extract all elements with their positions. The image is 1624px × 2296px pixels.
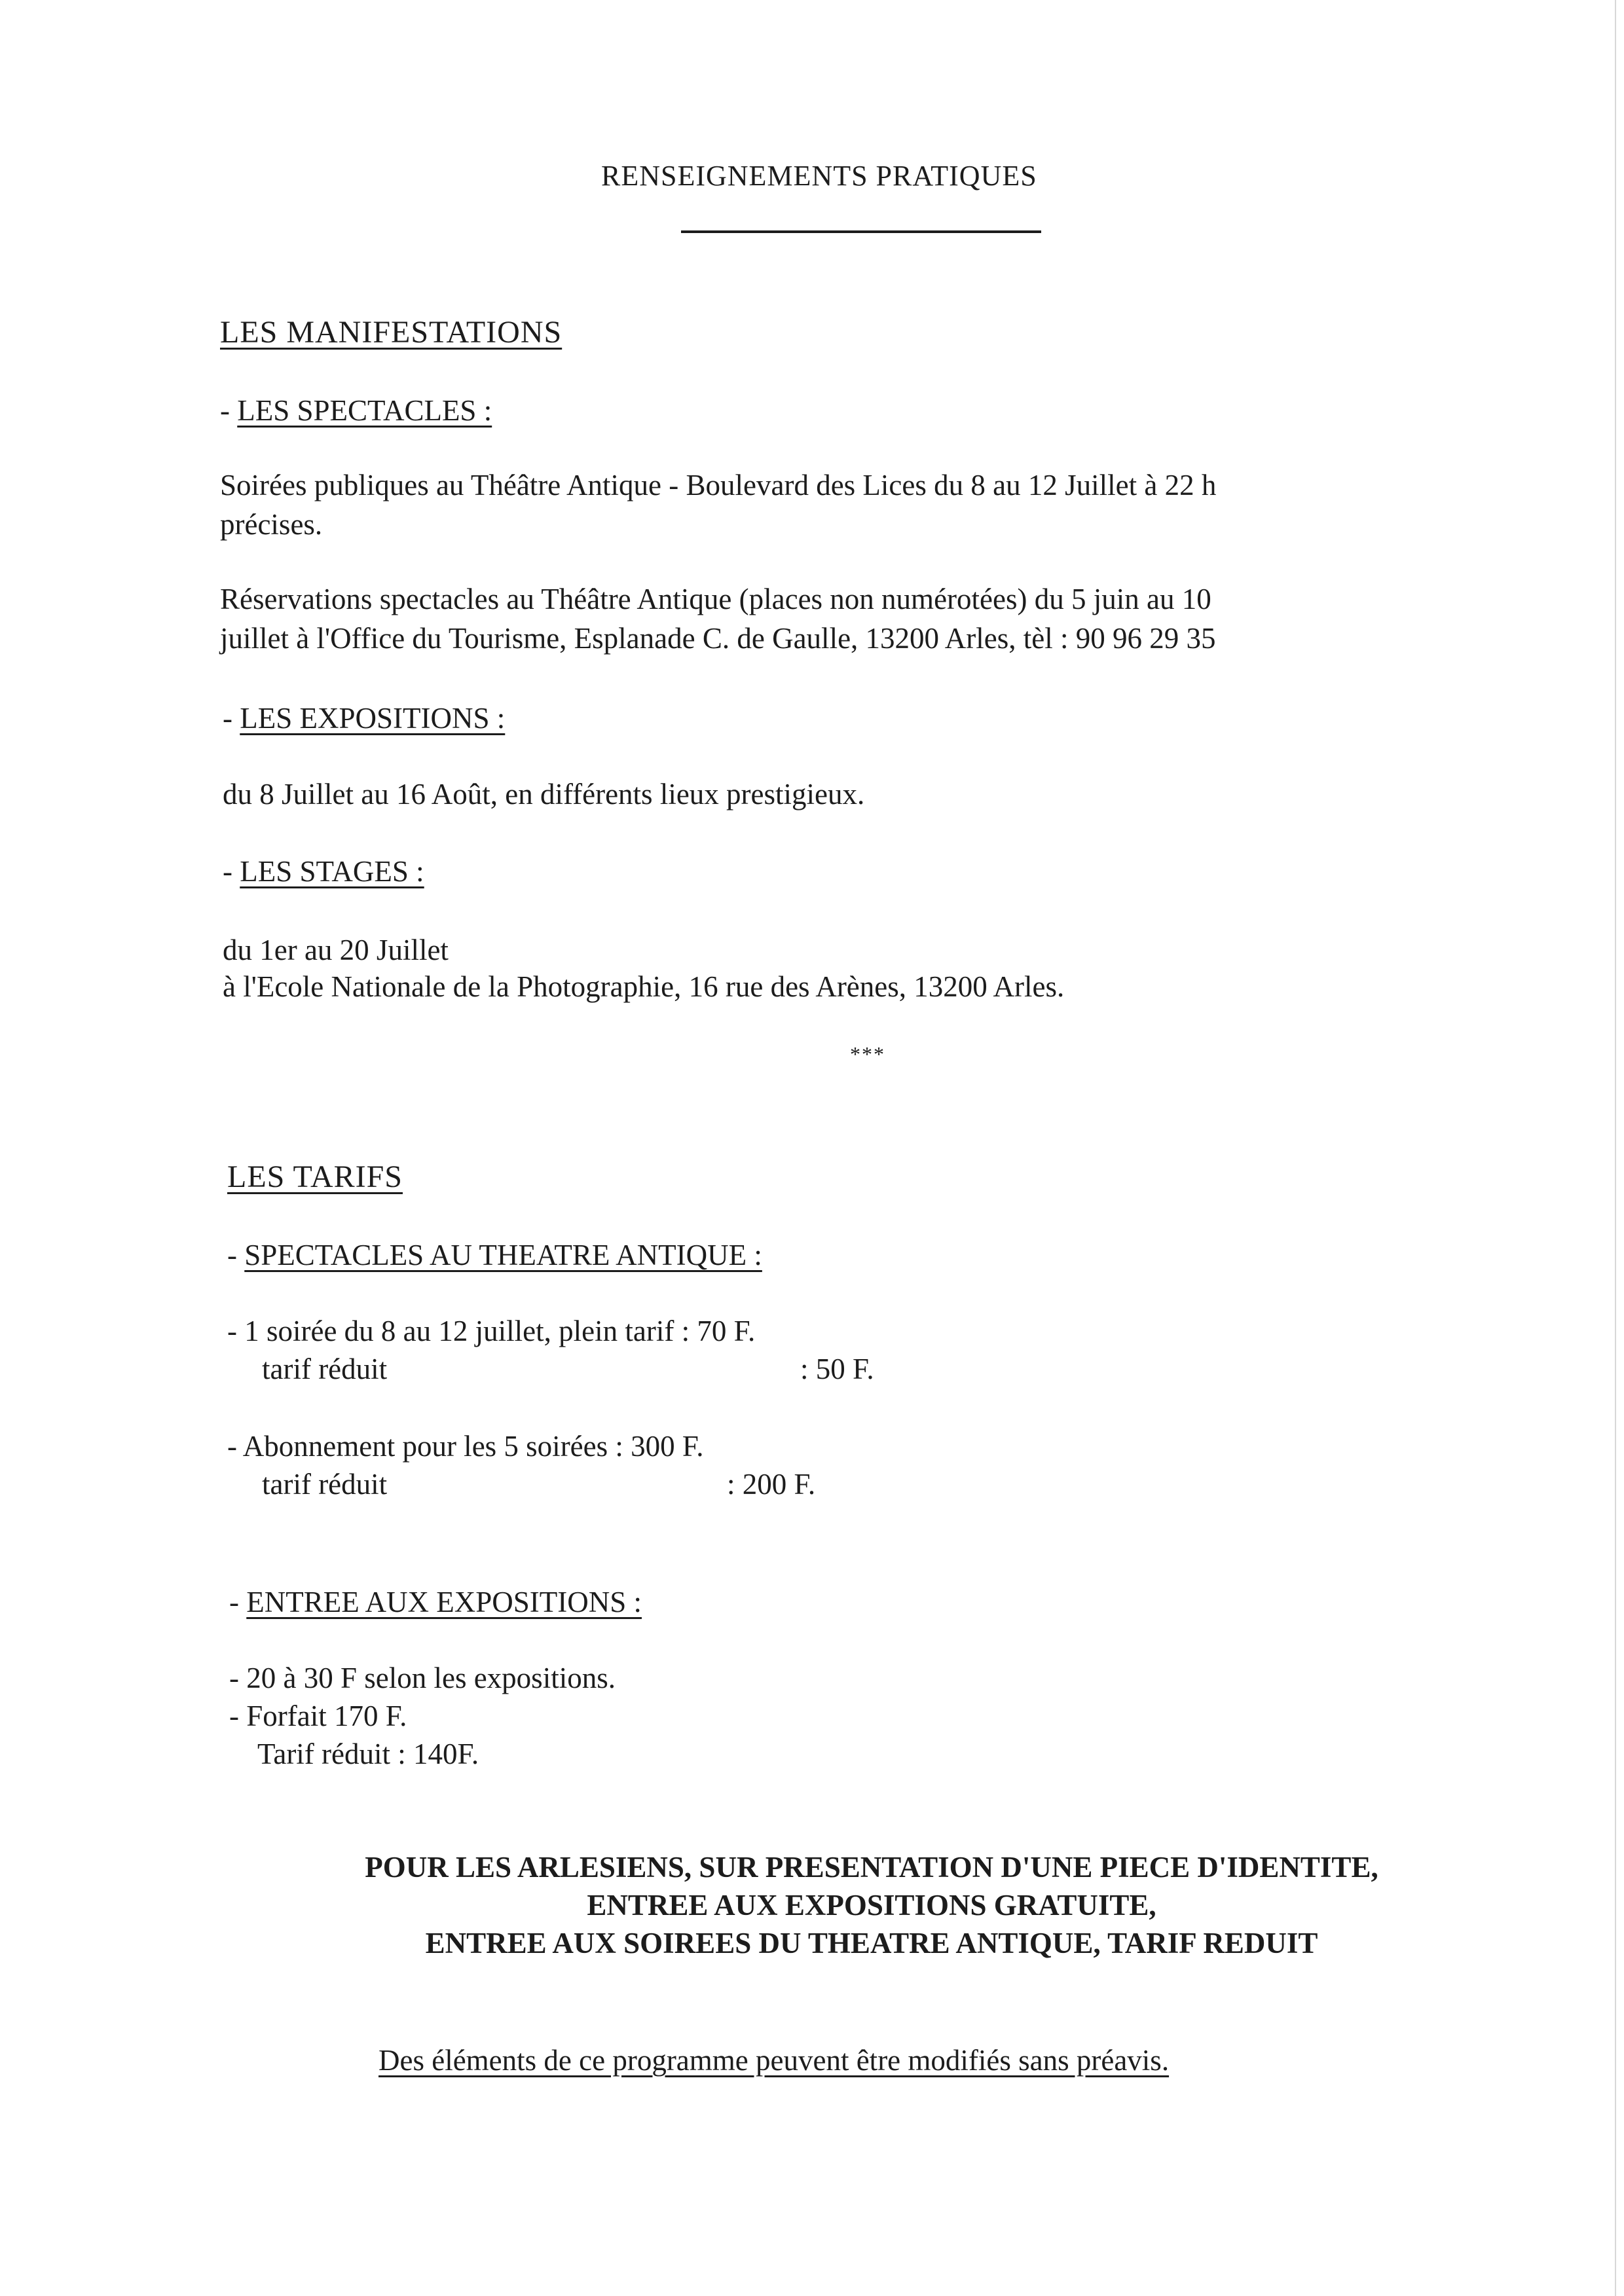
tarif-abonnement-line: - Abonnement pour les 5 soirées : 300 F. [227, 1430, 704, 1463]
disclaimer: Des éléments de ce programme peuvent être modifiés sans préavis. [378, 2044, 1170, 2077]
spectacles-line-2: précises. [220, 508, 323, 541]
reservations-line-2: juillet à l'Office du Tourisme, Esplanade C. de Gaulle, 13200 Arles, tèl : 90 96 29 35 [220, 622, 1216, 655]
reservations-line-1: Réservations spectacles au Théâtre Antique (places non numérotées) du 5 juin au 10 [220, 583, 1211, 615]
tarif-abonnement-reduit-label: tarif réduit [262, 1468, 388, 1501]
subheading-label: ENTREE AUX EXPOSITIONS : [246, 1586, 642, 1618]
entree-expositions-line-3: Tarif réduit : 140F. [257, 1738, 479, 1770]
subheading-prefix: - [223, 702, 240, 735]
tarif-soiree-line: - 1 soirée du 8 au 12 juillet, plein tarif : 70 F. [227, 1315, 756, 1347]
subheading-expositions [223, 699, 505, 738]
subheading-theatre-antique [227, 1236, 762, 1275]
subheading-entree-expositions [229, 1583, 642, 1622]
section-heading-manifestations: LES MANIFESTATIONS [220, 315, 563, 350]
title-underline-rule [681, 230, 1041, 233]
spectacles-line-1: Soirées publiques au Théâtre Antique - Boulevard des Lices du 8 au 12 Juillet à 22 h [220, 469, 1217, 501]
subheading-label: LES STAGES : [240, 855, 424, 888]
subheading-prefix: - [229, 1586, 247, 1618]
arlesiens-notice-line-2: ENTREE AUX EXPOSITIONS GRATUITE, [587, 1889, 1156, 1922]
subheading-prefix: - [223, 855, 240, 888]
tarif-soiree-reduit-label: tarif réduit [262, 1353, 388, 1385]
expositions-line-1: du 8 Juillet au 16 Août, en différents lieux prestigieux. [223, 778, 865, 811]
entree-expositions-line-1: - 20 à 30 F selon les expositions. [229, 1662, 616, 1694]
arlesiens-notice-line-1: POUR LES ARLESIENS, SUR PRESENTATION D'UNE PIECE D'IDENTITE, [365, 1851, 1378, 1884]
page-title: RENSEIGNEMENTS PRATIQUES [601, 160, 1037, 192]
subheading-label: LES SPECTACLES : [237, 394, 492, 427]
subheading-prefix: - [220, 394, 238, 427]
subheading-spectacles [220, 392, 492, 430]
tarif-abonnement-reduit-value: : 200 F. [727, 1468, 816, 1501]
stages-line-1: du 1er au 20 Juillet [223, 934, 449, 966]
subheading-stages [223, 852, 424, 891]
subheading-label: LES EXPOSITIONS : [240, 702, 506, 735]
arlesiens-notice-line-3: ENTREE AUX SOIREES DU THEATRE ANTIQUE, TARIF REDUIT [425, 1927, 1318, 1959]
entree-expositions-line-2: - Forfait 170 F. [229, 1700, 407, 1732]
separator-stars: *** [850, 1042, 885, 1066]
subheading-label: SPECTACLES AU THEATRE ANTIQUE : [244, 1239, 762, 1271]
subheading-prefix: - [227, 1239, 245, 1271]
section-heading-tarifs: LES TARIFS [227, 1159, 403, 1194]
stages-line-2: à l'Ecole Nationale de la Photographie, 16 rue des Arènes, 13200 Arles. [223, 970, 1065, 1003]
tarif-soiree-reduit-value: : 50 F. [800, 1353, 874, 1385]
